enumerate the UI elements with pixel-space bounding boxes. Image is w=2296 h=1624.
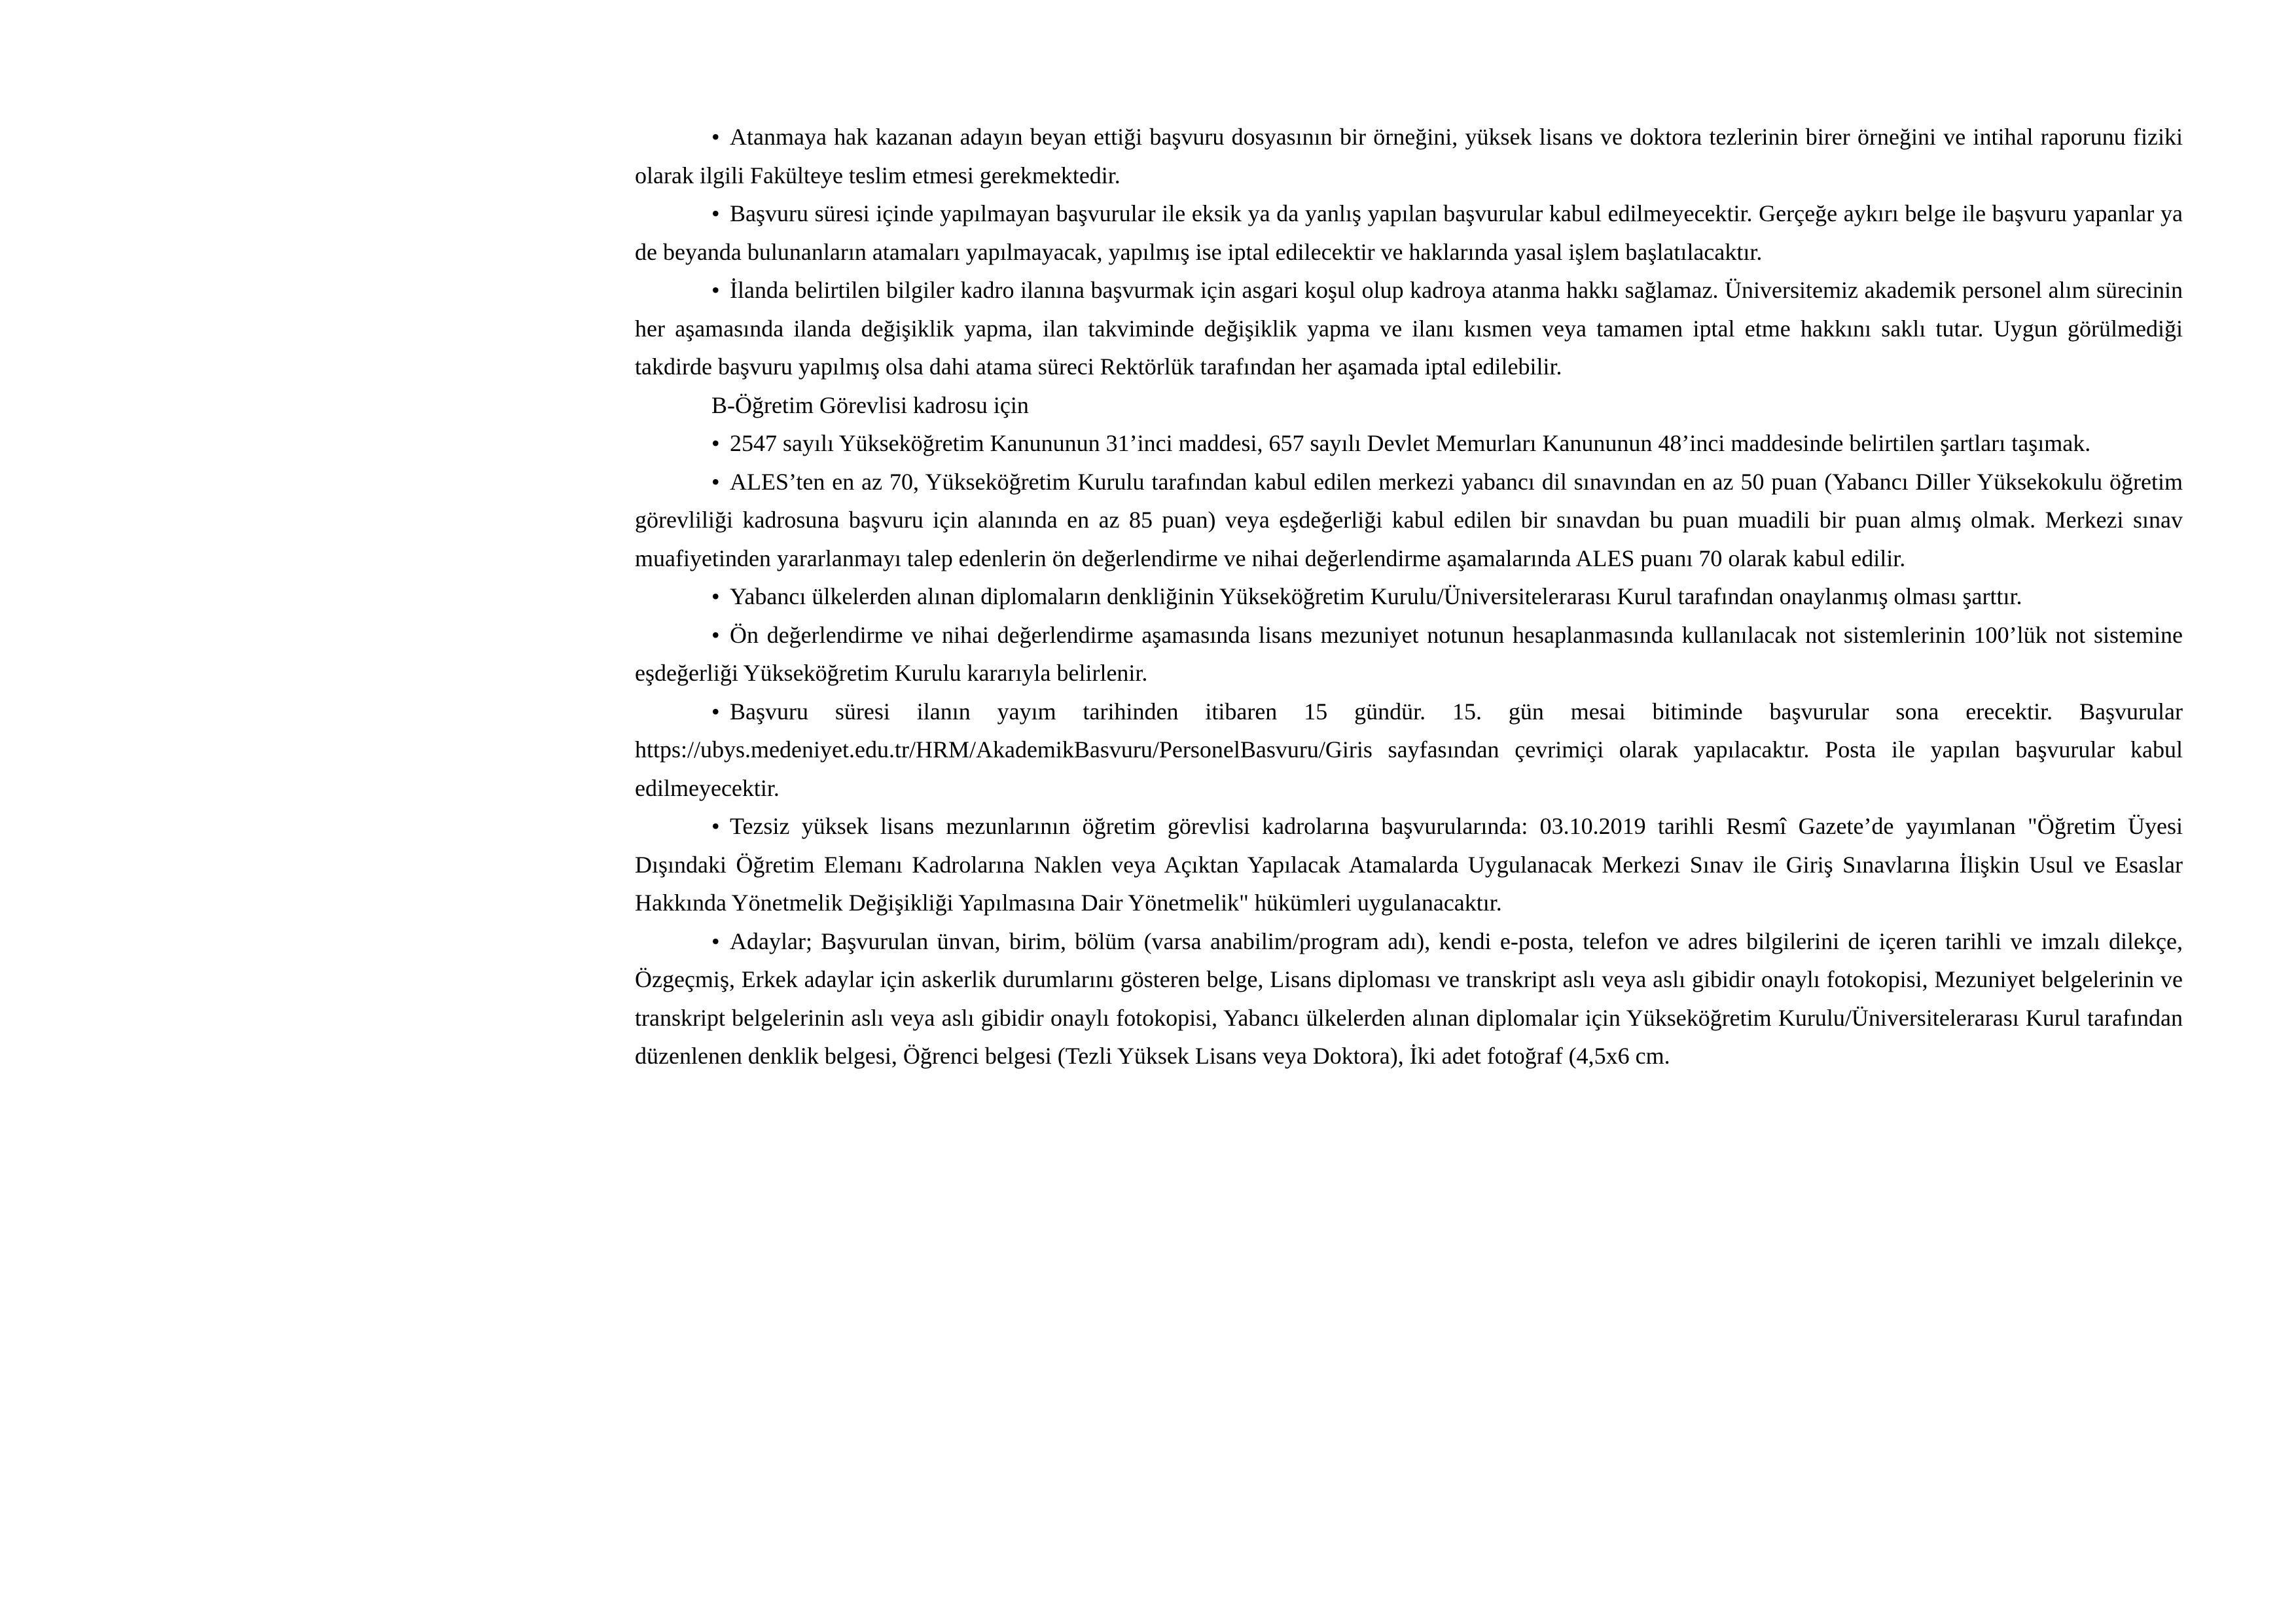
- bullet-icon: •: [711, 928, 720, 954]
- bullet-paragraph: [635, 463, 2183, 578]
- bullet-paragraph: [635, 194, 2183, 271]
- paragraph-text: Yabancı ülkelerden alınan diplomaların denkliğinin Yükseköğretim Kurulu/Üniversitelerarası Kurul tarafından onaylanmış olması şarttır.: [730, 583, 2022, 609]
- paragraph-text: Başvuru süresi ilanın yayım tarihinden itibaren 15 gündür. 15. gün mesai bitiminde başvurular sona erecektir. Başvurular https://ubys.medeniyet.edu.tr/HRM/AkademikBasvuru/PersonelBasvuru/Giris sayfasından çevrimiçi olarak yapılacaktır. Posta ile yapılan başvurular kabul edilmeyecektir.: [635, 698, 2183, 801]
- bullet-icon: •: [711, 813, 720, 839]
- bullet-paragraph: [635, 616, 2183, 693]
- bullet-paragraph: [635, 577, 2183, 616]
- paragraph-text: Başvuru süresi içinde yapılmayan başvurular ile eksik ya da yanlış yapılan başvurular kabul edilmeyecektir. Gerçeğe aykırı belge ile başvuru yapanlar ya de beyanda bulunanların atamaları yapılmayacak, yapılmış ise iptal edilecektir ve haklarında yasal işlem başlatılacaktır.: [635, 200, 2183, 265]
- section-heading: B-Öğretim Görevlisi kadrosu için: [711, 391, 1029, 418]
- bullet-paragraph: [635, 271, 2183, 386]
- bullet-paragraph: [635, 922, 2183, 1075]
- paragraph-text: Adaylar; Başvurulan ünvan, birim, bölüm (varsa anabilim/program adı), kendi e-posta, telefon ve adres bilgilerini de içeren tarihli ve imzalı dilekçe, Özgeçmiş, Erkek adaylar için askerlik durumlarını gösteren belge, Lisans diploması ve transkript aslı veya aslı gibidir onaylı fotokopisi, Mezuniyet belgelerinin ve transkript belgelerinin aslı veya aslı gibidir onaylı fotokopisi, Yabancı ülkelerden alınan diplomalar için Yükseköğretim Kurulu/Üniversitelerarası Kurul tarafından düzenlenen denklik belgesi, Öğrenci belgesi (Tezli Yüksek Lisans veya Doktora), İki adet fotoğraf (4,5x6 cm.: [635, 928, 2183, 1069]
- bullet-icon: •: [711, 200, 720, 226]
- bullet-icon: •: [711, 124, 720, 150]
- bullet-paragraph: [635, 693, 2183, 808]
- document-body: [635, 118, 2183, 1075]
- paragraph-text: ALES’ten en az 70, Yükseköğretim Kurulu tarafından kabul edilen merkezi yabancı dil sınavından en az 50 puan (Yabancı Diller Yüksekokulu öğretim görevliliği kadrosuna başvuru için alanında en az 85 puan) veya eşdeğerliği kabul edilen bir sınavdan bu puan muadili bir puan almış olmak. Merkezi sınav muafiyetinden yararlanmayı talep edenlerin ön değerlendirme ve nihai değerlendirme aşamalarında ALES puanı 70 olarak kabul edilir.: [635, 468, 2183, 571]
- bullet-paragraph: [635, 807, 2183, 922]
- paragraph-text: Atanmaya hak kazanan adayın beyan ettiği başvuru dosyasının bir örneğini, yüksek lisans ve doktora tezlerinin birer örneğini ve intihal raporunu fiziki olarak ilgili Fakülteye teslim etmesi gerekmektedir.: [635, 124, 2183, 189]
- bullet-paragraph: [635, 118, 2183, 194]
- bullet-icon: •: [711, 430, 720, 456]
- paragraph-text: İlanda belirtilen bilgiler kadro ilanına başvurmak için asgari koşul olup kadroya atanma hakkı sağlamaz. Üniversitemiz akademik personel alım sürecinin her aşamasında ilanda değişiklik yapma, ilan takviminde değişiklik yapma ve ilanı kısmen veya tamamen iptal etme hakkını saklı tutar. Uygun görülmediği takdirde başvuru yapılmış olsa dahi atama süreci Rektörlük tarafından her aşamada iptal edilebilir.: [635, 277, 2183, 380]
- bullet-icon: •: [711, 277, 720, 303]
- bullet-icon: •: [711, 621, 720, 648]
- paragraph-text: Ön değerlendirme ve nihai değerlendirme aşamasında lisans mezuniyet notunun hesaplanmasında kullanılacak not sistemlerinin 100’lük not sistemine eşdeğerliği Yükseköğretim Kurulu kararıyla belirlenir.: [635, 621, 2183, 686]
- bullet-paragraph: [635, 424, 2183, 463]
- paragraph-text: Tezsiz yüksek lisans mezunlarının öğretim görevlisi kadrolarına başvurularında: 03.10.2019 tarihli Resmî Gazete’de yayımlanan "Öğretim Üyesi Dışındaki Öğretim Elemanı Kadrolarına Naklen veya Açıktan Yapılacak Atamalarda Uygulanacak Merkezi Sınav ile Giriş Sınavlarına İlişkin Usul ve Esaslar Hakkında Yönetmelik Değişikliği Yapılmasına Dair Yönetmelik" hükümleri uygulanacaktır.: [635, 813, 2183, 916]
- bullet-icon: •: [711, 698, 720, 725]
- bullet-icon: •: [711, 468, 720, 495]
- bullet-icon: •: [711, 583, 720, 609]
- paragraph-text: 2547 sayılı Yükseköğretim Kanununun 31’inci maddesi, 657 sayılı Devlet Memurları Kanununun 48’inci maddesinde belirtilen şartları taşımak.: [730, 430, 2091, 456]
